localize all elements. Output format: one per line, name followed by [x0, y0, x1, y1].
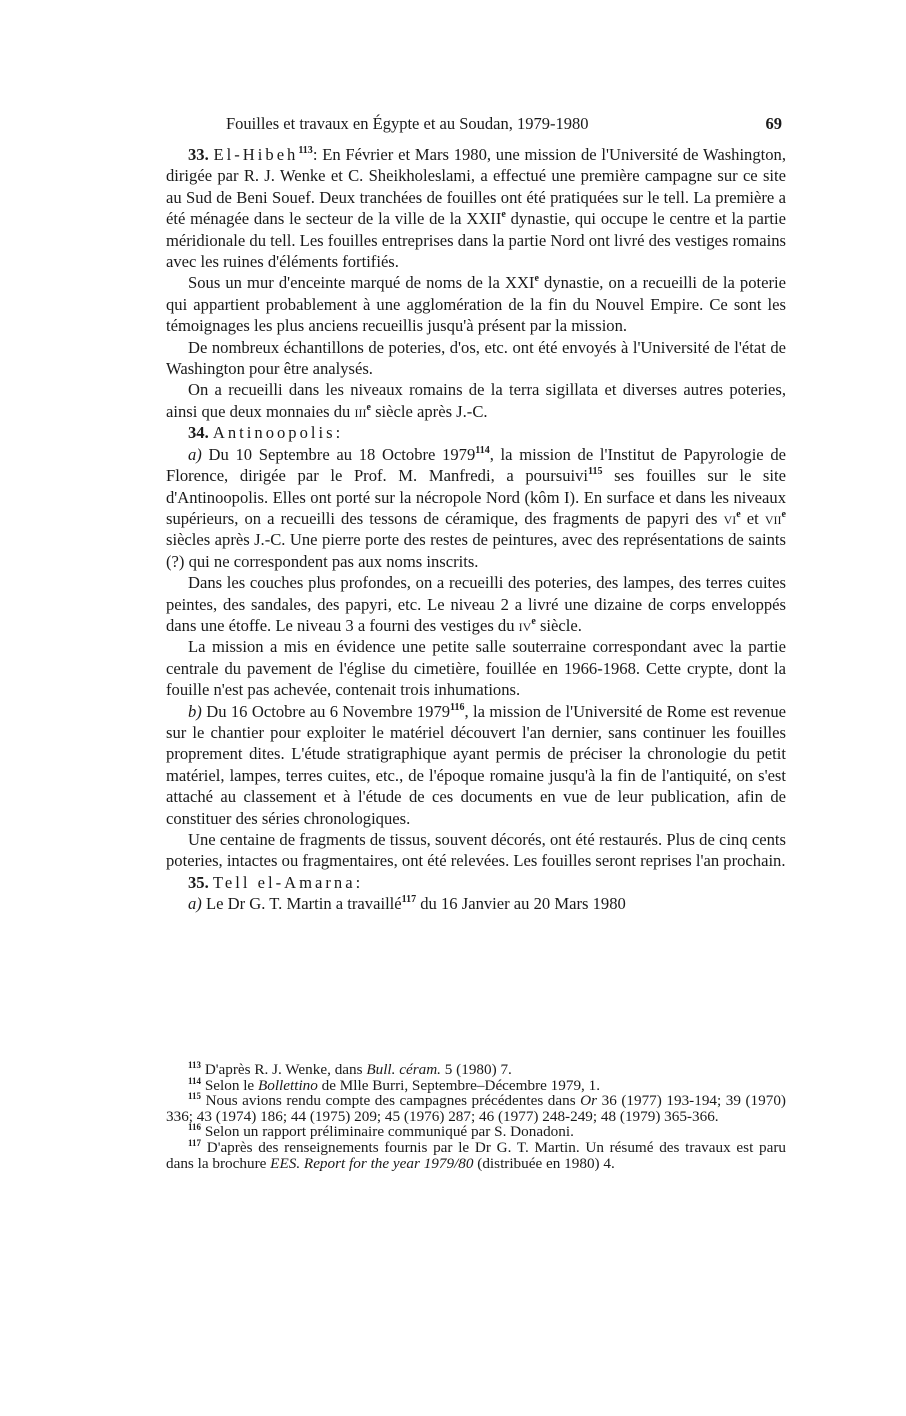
section-33-paragraph-2: Sous un mur d'enceinte marqué de noms de la XXIe dynastie, on a recueilli de la poterie qui appartient probablement à une agglomération de la fin du Nouvel Empire. Ce sont les témoignages les plus anciens recueillis jusqu'à présent par la mission. [166, 273, 787, 336]
page-number: 69 [765, 114, 782, 133]
section-34-paragraph-a: a) Du 10 Septembre au 18 Octobre 1979$^{114}$, la mission de l'Institut de Papyrologie de Florence, dirigée par le Prof. M. Manfredi, a poursuivi$^{115}$ ses fouilles sur le site d'Antinoopolis. Elles ont porté sur la nécropole Nord (kôm I). En surface et dans les niveaux supérieurs, on a recueilli des tessons de céramique, des fragments de papyri des $vi^e$ et vii$^e$ siècles après J.-C. Une pierre porte des restes de peintures, avec des représentations de saints (?) qui ne correspondent pas aux noms inscrits. [166, 444, 787, 571]
section-33-paragraph-4: On a recueilli dans les niveaux romains de la terra sigillata et diverses autres poteries, ainsi que deux monnaies du iii$^e$ siècle après J.-C. [166, 380, 786, 421]
footnote-114: $^{114}$ Selon le Bollettino de Mlle Burri, Septembre–Décembre 1979, 1. [188, 1075, 601, 1094]
section-33-number: 33. [188, 145, 209, 164]
footnote-117: $^{117}$ D'après des renseignements fournis par le Dr G. T. Martin. Un résumé des travaux est paru dans la brochure EES. Report for the year 1979/80 (distribuée en 1980) 4. [166, 1137, 786, 1172]
footnote-115: $^{115}$ Nous avions rendu compte des campagnes précédentes dans Or 36 (1977) 193-194; 39 (1970) 336; 43 (1974) 186; 44 (1975) 209; 45 (1976) 287; 46 (1977) 248-249; 48 (1979) 365-366. [166, 1091, 786, 1125]
footnote-113: $^{113}$ D'après R. J. Wenke, dans Bull. céram. 5 (1980) 7. [188, 1060, 512, 1078]
footnotes [166, 1062, 786, 1171]
footnote-ref-113[interactable]: 113 [298, 145, 313, 156]
section-34-paragraph-3: La mission a mis en évidence une petite salle souterraine correspondant avec la partie centrale du pavement de l'église du cimetière, fouillée en 1966-1968. Cette crypte, dont la fouille n'est pas achevée, contenait trois inhumations. [166, 637, 786, 700]
section-34-number: 34. [188, 423, 209, 443]
footnote-ref-114[interactable]: 114 [475, 444, 490, 456]
section-35-site: Tell el-Amarna [212, 872, 356, 892]
section-34-heading: 34. Antinoopolis: [188, 423, 341, 443]
running-header [166, 114, 786, 138]
section-34-paragraph-2: Dans les couches plus profondes, on a recueilli des poteries, des lampes, des terres cuites peintes, des sandales, des papyri, etc. Le niveau 2 a livré une dizaine de corps enveloppés dans une étoffe. Le niveau 3 a fourni des vestiges du $iv^e$ siècle. [166, 573, 786, 635]
section-35-heading: 35. Tell el-Amarna: [188, 872, 361, 892]
section-34-paragraph-b: b) Du 16 Octobre au 6 Novembre 1979$^{116}$, la mission de l'Université de Rome est revenue sur le chantier pour exploiter le matériel découvert l'an dernier, sans continuer les fouilles proprement dites. L'étude stratigraphique ayant permis de préciser la chronologie du petit matériel, lampes, terres cuites, etc., de l'époque romaine jusqu'à la fin de l'antiquité, on s'est attaché au classement et à l'étude de ces documents en vue de leur publication, afin de constituer des séries chronologiques. [166, 701, 786, 828]
section-34-paragraph-5: Une centaine de fragments de tissus, souvent décorés, ont été restaurés. Plus de cinq cents poteries, intactes ou fragmentaires, ont été relevées. Les fouilles seront reprises l'an prochain. [166, 830, 786, 871]
section-35-paragraph-a: a) Le Dr G. T. Martin a travaillé$^{117}$ du 16 Janvier au 20 Mars 1980 [188, 894, 626, 914]
footnote-ref-115[interactable]: 115 [588, 466, 603, 478]
section-33-site: El-Hibeh [213, 145, 299, 164]
section-33-paragraph-3: De nombreux échantillons de poteries, d'os, etc. ont été envoyés à l'Université de l'état de Washington pour être analysés. [166, 337, 786, 379]
footnote-ref-116[interactable]: 116 [450, 701, 465, 713]
section-34-site: Antinoopolis [212, 423, 336, 443]
running-title: Fouilles et travaux en Égypte et au Soudan, 1979-1980 [226, 114, 589, 133]
main-text [166, 144, 786, 915]
footnote-ref-117[interactable]: 117 [401, 894, 417, 906]
section-33-paragraph-1: 33. El-Hibeh$^{113}$: En Février et Mars 1980, une mission de l'Université de Washington, dirigée par R. J. Wenke et C. Sheikholeslami, a effectué une première campagne sur ce site au Sud de Beni Souef. Deux tranchées de fouilles ont été pratiquées sur le tell. La première a été ménagée dans le secteur de la ville de la XXIIe dynastie, qui occupe le centre et la partie méridionale du tell. Les fouilles entreprises dans la partie Nord ont livré des vestiges romains avec les ruines d'éléments fortifiés. [166, 145, 787, 272]
footnote-116: $^{116}$ Selon un rapport préliminaire communiqué par S. Donadoni. [188, 1122, 574, 1141]
page [166, 114, 786, 915]
section-35-number: 35. [188, 872, 209, 892]
